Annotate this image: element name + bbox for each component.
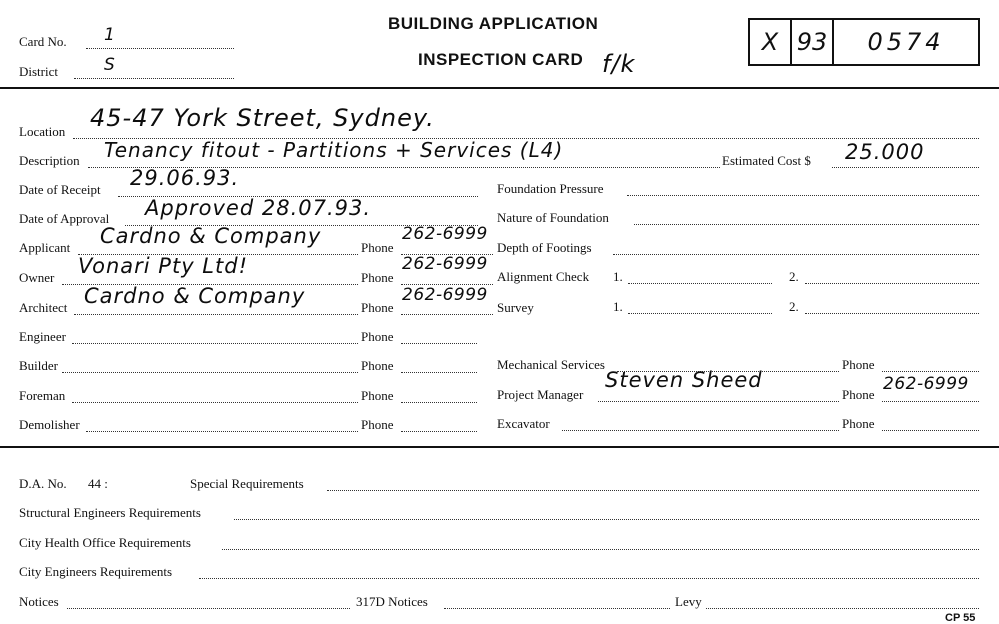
excavator-label: Excavator xyxy=(497,416,550,431)
location-value: 45-47 York Street, Sydney. xyxy=(90,104,435,132)
district-line xyxy=(74,78,234,79)
levy-label: Levy xyxy=(675,594,702,609)
builder-phone-line xyxy=(401,372,477,373)
owner-phone-value: 262-6999 xyxy=(402,254,488,274)
survey-1-label: 1. xyxy=(613,299,623,314)
project-manager-line xyxy=(598,401,839,402)
foundation-pressure-label: Foundation Pressure xyxy=(497,181,604,196)
foreman-line xyxy=(72,402,358,403)
reference-number: 0574 xyxy=(867,28,945,56)
section-rule xyxy=(0,446,999,448)
special-requirements-label: Special Requirements xyxy=(190,476,304,491)
applicant-label: Applicant xyxy=(19,240,71,255)
mechanical-services-label: Mechanical Services xyxy=(497,357,605,372)
city-health-requirements-line xyxy=(222,549,979,550)
mechanical-services-phone-line xyxy=(882,371,979,372)
card-no-value: 1 xyxy=(104,25,116,45)
builder-label: Builder xyxy=(19,358,58,373)
title-annotation: f/k xyxy=(602,50,636,78)
excavator-phone-line xyxy=(882,430,979,431)
mechanical-services-phone-label: Phone xyxy=(842,357,875,372)
levy-line xyxy=(706,608,979,609)
description-value: Tenancy fitout - Partitions + Services (L4) xyxy=(104,138,564,162)
depth-of-footings-line xyxy=(613,254,979,255)
project-manager-label: Project Manager xyxy=(497,387,584,402)
special-requirements-line xyxy=(327,490,979,491)
demolisher-phone-line xyxy=(401,431,477,432)
reference-prefix: X xyxy=(761,28,779,56)
date-of-receipt-value: 29.06.93. xyxy=(130,166,240,190)
reference-year: 93 xyxy=(796,28,828,56)
title-line1: BUILDING APPLICATION xyxy=(388,14,599,33)
date-of-approval-label: Date of Approval xyxy=(19,211,110,226)
alignment-check-label: Alignment Check xyxy=(497,269,590,284)
alignment-check-1-line xyxy=(628,283,772,284)
card-no-line xyxy=(86,48,234,49)
survey-2-line xyxy=(805,313,979,314)
engineer-label: Engineer xyxy=(19,329,66,344)
notices-317d-label: 317D Notices xyxy=(356,594,428,609)
builder-line xyxy=(62,372,358,373)
applicant-value: Cardno & Company xyxy=(100,224,322,248)
architect-label: Architect xyxy=(19,300,68,315)
engineer-line xyxy=(72,343,358,344)
estimated-cost-label: Estimated Cost $ xyxy=(722,153,811,168)
demolisher-label: Demolisher xyxy=(19,417,80,432)
survey-2-label: 2. xyxy=(789,299,799,314)
city-engineers-requirements-line xyxy=(199,578,979,579)
form-code: CP 55 xyxy=(945,612,976,624)
district-label: District xyxy=(19,64,58,79)
location-label: Location xyxy=(19,124,66,139)
depth-of-footings-label: Depth of Footings xyxy=(497,240,592,255)
engineer-phone-label: Phone xyxy=(361,329,394,344)
estimated-cost-value: 25.000 xyxy=(845,140,925,164)
demolisher-line xyxy=(86,431,358,432)
project-manager-phone-value: 262-6999 xyxy=(883,374,969,394)
alignment-check-1-label: 1. xyxy=(613,269,623,284)
da-no-value: 44 : xyxy=(88,476,108,491)
owner-value: Vonari Pty Ltd! xyxy=(78,254,248,278)
architect-phone-label: Phone xyxy=(361,300,394,315)
project-manager-phone-line xyxy=(882,401,979,402)
description-label: Description xyxy=(19,153,80,168)
notices-label: Notices xyxy=(19,594,59,609)
excavator-line xyxy=(562,430,839,431)
foreman-phone-label: Phone xyxy=(361,388,394,403)
engineer-phone-line xyxy=(401,343,477,344)
date-of-receipt-label: Date of Receipt xyxy=(19,182,101,197)
project-manager-phone-label: Phone xyxy=(842,387,875,402)
card-no-label: Card No. xyxy=(19,34,67,49)
district-value: S xyxy=(104,55,116,75)
foreman-phone-line xyxy=(401,402,477,403)
applicant-phone-value: 262-6999 xyxy=(402,224,488,244)
reference-box xyxy=(748,18,980,66)
date-of-approval-value: Approved 28.07.93. xyxy=(145,196,372,220)
alignment-check-2-line xyxy=(805,283,979,284)
owner-label: Owner xyxy=(19,270,55,285)
nature-of-foundation-line xyxy=(634,224,979,225)
foundation-pressure-line xyxy=(627,195,979,196)
architect-phone-value: 262-6999 xyxy=(402,285,488,305)
estimated-cost-line xyxy=(832,167,979,168)
structural-requirements-label: Structural Engineers Requirements xyxy=(19,505,201,520)
architect-value: Cardno & Company xyxy=(84,284,306,308)
architect-phone-line xyxy=(401,314,493,315)
notices-line xyxy=(67,608,350,609)
architect-line xyxy=(74,314,358,315)
owner-phone-label: Phone xyxy=(361,270,394,285)
excavator-phone-label: Phone xyxy=(842,416,875,431)
da-no-label: D.A. No. xyxy=(19,476,67,491)
city-health-requirements-label: City Health Office Requirements xyxy=(19,535,191,550)
structural-requirements-line xyxy=(234,519,979,520)
title-line2: INSPECTION CARD xyxy=(418,50,584,69)
nature-of-foundation-label: Nature of Foundation xyxy=(497,210,609,225)
applicant-phone-label: Phone xyxy=(361,240,394,255)
city-engineers-requirements-label: City Engineers Requirements xyxy=(19,564,173,579)
foreman-label: Foreman xyxy=(19,388,66,403)
header-rule xyxy=(0,87,999,89)
alignment-check-2-label: 2. xyxy=(789,269,799,284)
builder-phone-label: Phone xyxy=(361,358,394,373)
project-manager-value: Steven Sheed xyxy=(605,368,763,392)
survey-label: Survey xyxy=(497,300,534,315)
notices-317d-line xyxy=(444,608,670,609)
demolisher-phone-label: Phone xyxy=(361,417,394,432)
survey-1-line xyxy=(628,313,772,314)
